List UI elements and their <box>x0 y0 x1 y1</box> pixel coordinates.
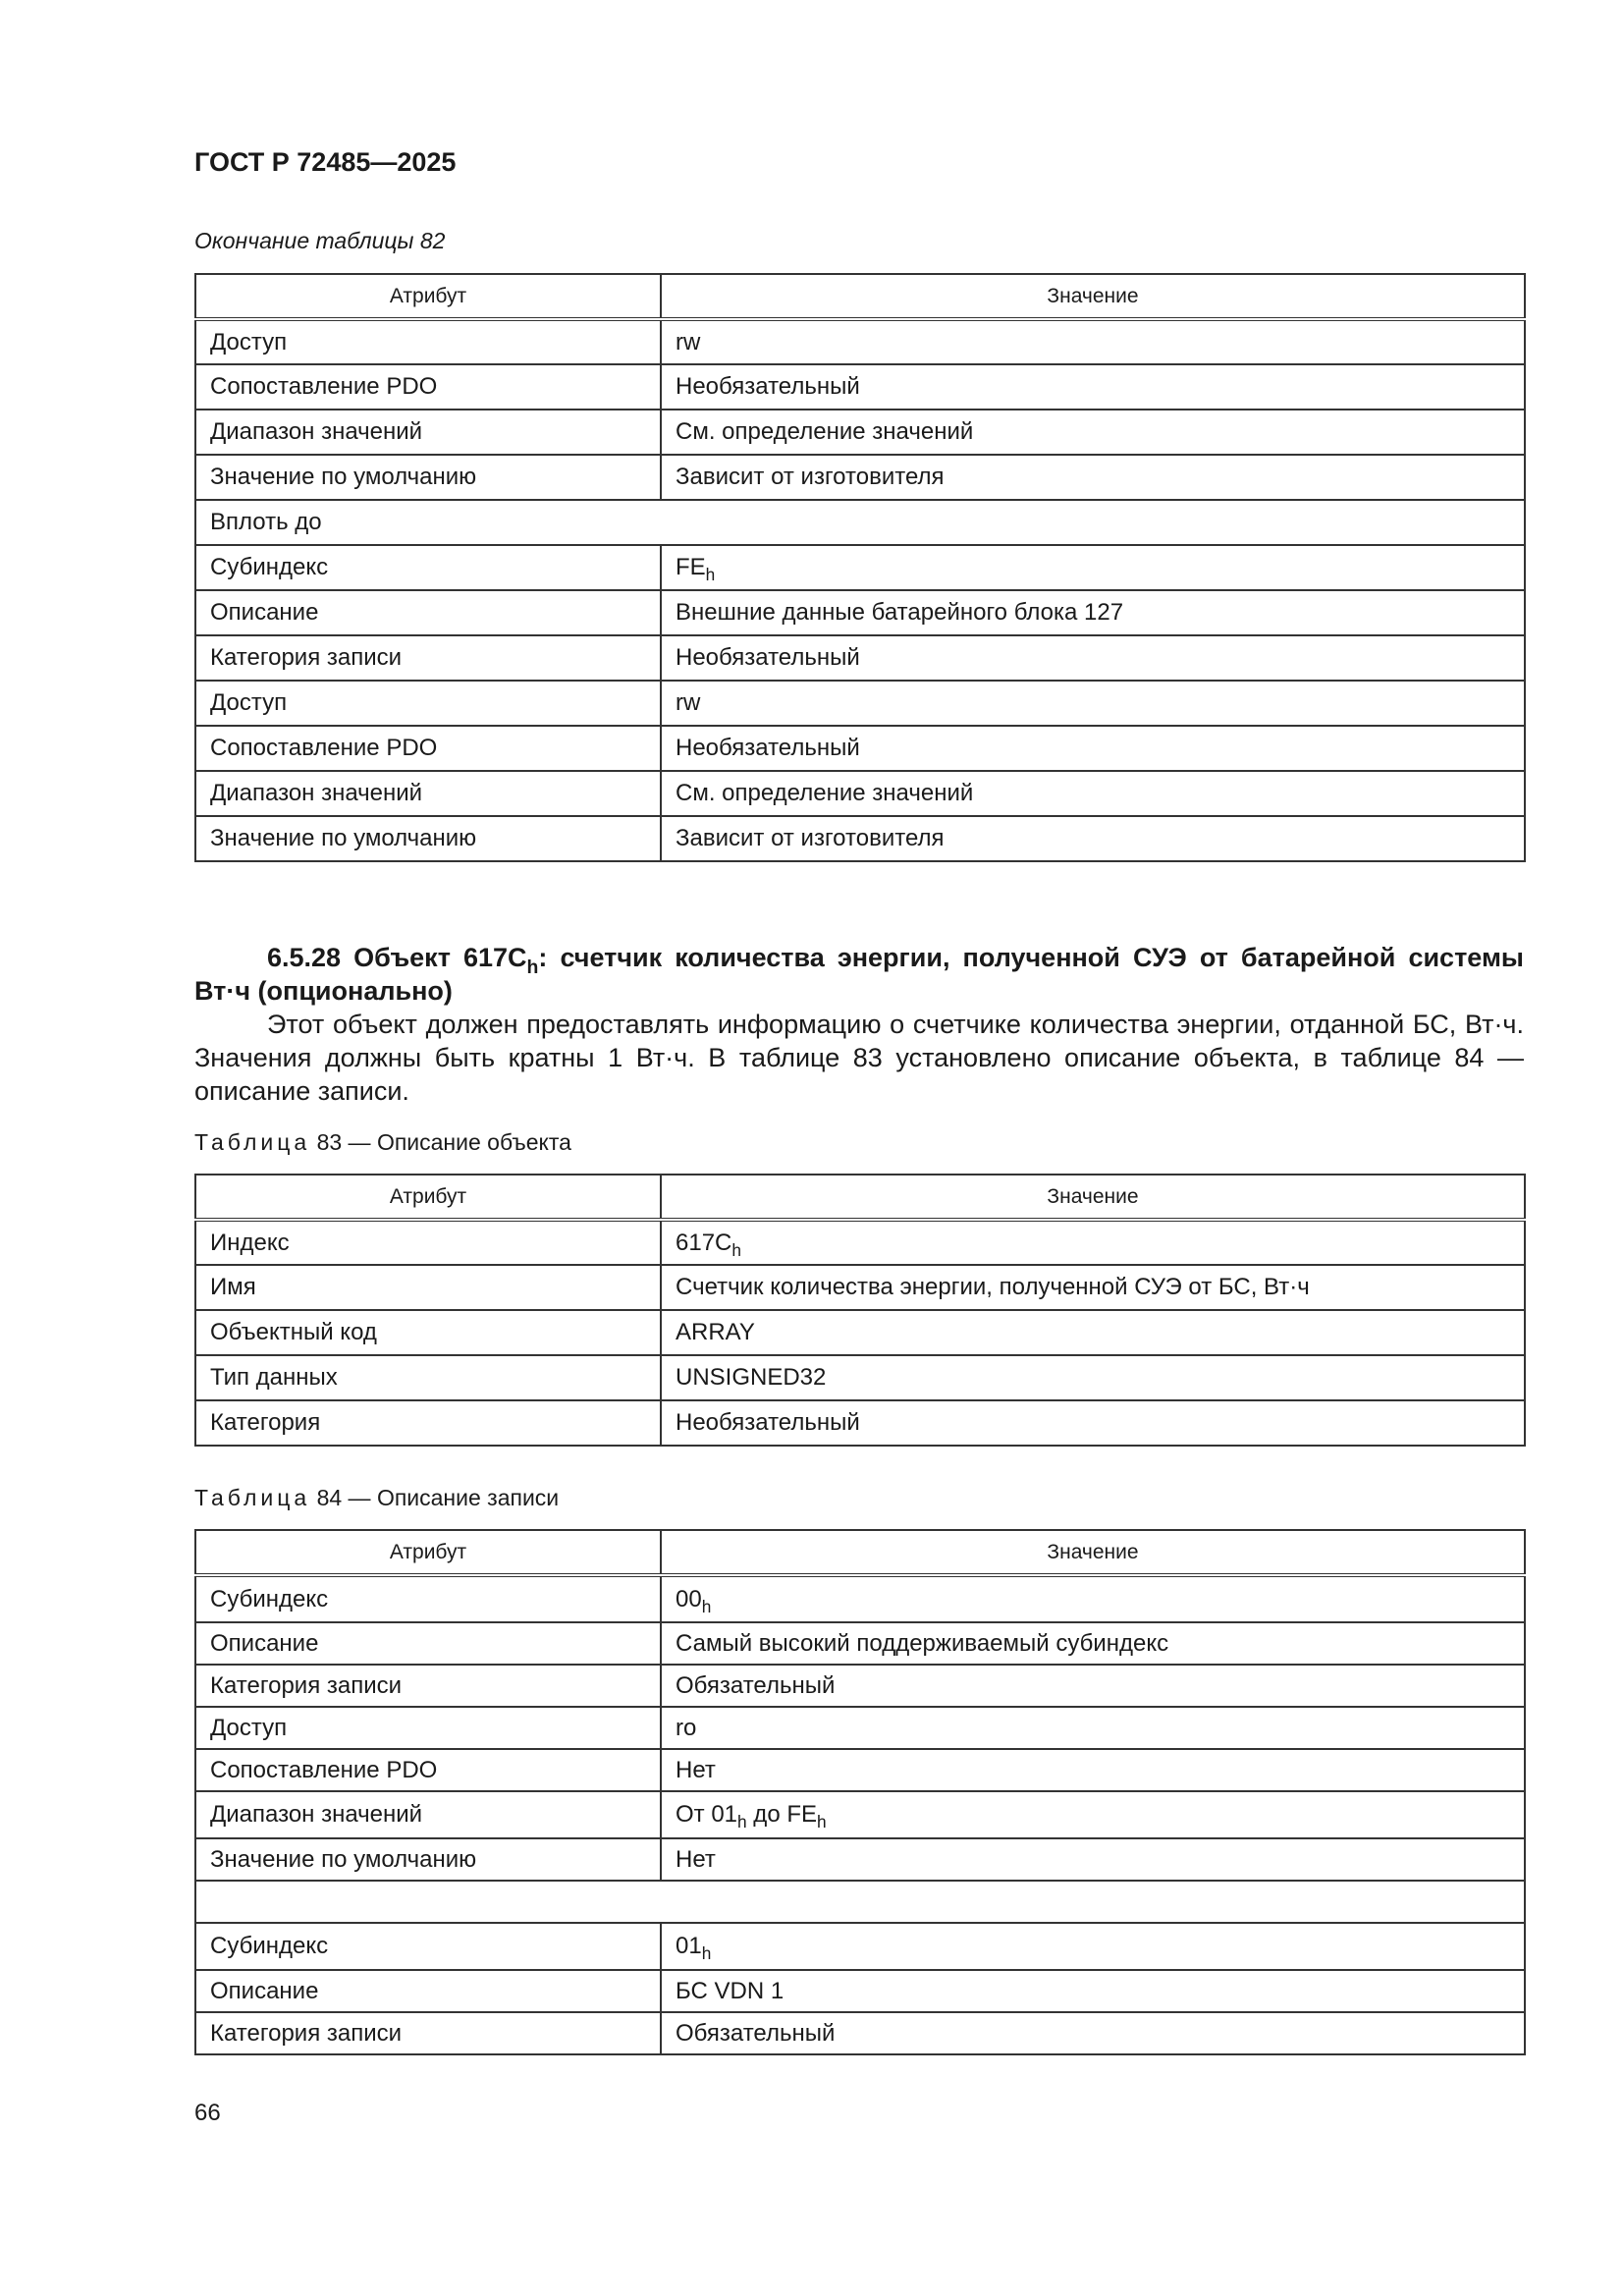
section-heading: 6.5.28 Объект $617C_h$: счетчик количества энергии, полученной СУЭ от батарейной системы Вт·ч (опционально) <box>194 943 1524 1006</box>
table-header-row <box>195 1175 1525 1220</box>
value-cell: Необязательный <box>661 1400 1525 1446</box>
table-row <box>195 1400 1525 1446</box>
column-header-attribute: Атрибут <box>195 1530 661 1575</box>
attribute-cell: Значение по умолчанию <box>195 455 661 500</box>
table-row <box>195 319 1525 364</box>
column-header-value: Значение <box>661 1530 1525 1575</box>
attribute-cell: Описание <box>195 1970 661 2012</box>
table-84 <box>194 1529 1526 2055</box>
attribute-cell: Субиндекс <box>195 1575 661 1622</box>
attribute-cell: Сопоставление PDO <box>195 1749 661 1791</box>
value-cell: Счетчик количества энергии, полученной СУЭ от БС, Вт·ч <box>661 1265 1525 1310</box>
attribute-cell: Диапазон значений <box>195 771 661 816</box>
table-row <box>195 1665 1525 1707</box>
column-header-attribute: Атрибут <box>195 1175 661 1220</box>
attribute-cell: Доступ <box>195 319 661 364</box>
value-cell: ARRAY <box>661 1310 1525 1355</box>
value-cell: Зависит от изготовителя <box>661 816 1525 861</box>
table-row <box>195 2012 1525 2054</box>
attribute-cell: Сопоставление PDO <box>195 364 661 410</box>
table-header-row <box>195 274 1525 319</box>
table-row <box>195 590 1525 635</box>
table-row <box>195 726 1525 771</box>
attribute-cell: Диапазон значений <box>195 1791 661 1838</box>
value-cell: Необязательный <box>661 635 1525 681</box>
section-paragraph: Этот объект должен предоставлять информацию о счетчике количества энергии, отданной БС, Вт·ч. Значения должны быть кратны 1 Вт·ч. В таблице 83 установлено описание объекта, в таблице 84 — описание записи. <box>194 1010 1524 1106</box>
column-header-value: Значение <box>661 274 1525 319</box>
attribute-cell: Доступ <box>195 681 661 726</box>
table-83 <box>194 1174 1526 1447</box>
span-cell <box>195 1881 1525 1923</box>
table-row <box>195 681 1525 726</box>
attribute-cell: Субиндекс <box>195 545 661 590</box>
table-row <box>195 816 1525 861</box>
table-row <box>195 545 1525 590</box>
table-row <box>195 1838 1525 1881</box>
value-cell: Нет <box>661 1838 1525 1881</box>
value-cell: UNSIGNED32 <box>661 1355 1525 1400</box>
table-row <box>195 1575 1525 1622</box>
value-cell: $01_h$ <box>661 1923 1525 1970</box>
table-row <box>195 500 1525 545</box>
table-row <box>195 1881 1525 1923</box>
table-row <box>195 1622 1525 1665</box>
table-row <box>195 364 1525 410</box>
value-cell: БС VDN 1 <box>661 1970 1525 2012</box>
table-row <box>195 1970 1525 2012</box>
table-row <box>195 455 1525 500</box>
document-header: ГОСТ Р 72485—2025 <box>194 147 457 177</box>
attribute-cell: Категория записи <box>195 1665 661 1707</box>
attribute-cell: Категория записи <box>195 2012 661 2054</box>
value-cell: См. определение значений <box>661 410 1525 455</box>
table-82 <box>194 273 1526 862</box>
column-header-attribute: Атрибут <box>195 274 661 319</box>
value-cell: Внешние данные батарейного блока 127 <box>661 590 1525 635</box>
table-83-caption: Таблица 83 — Описание объекта <box>194 1129 571 1155</box>
value-cell: Обязательный <box>661 2012 1525 2054</box>
attribute-cell: Сопоставление PDO <box>195 726 661 771</box>
table-row <box>195 1923 1525 1970</box>
attribute-cell: Значение по умолчанию <box>195 816 661 861</box>
table-row <box>195 1265 1525 1310</box>
attribute-cell: Тип данных <box>195 1355 661 1400</box>
page-number: 66 <box>194 2100 221 2126</box>
table-row <box>195 635 1525 681</box>
value-cell: Необязательный <box>661 726 1525 771</box>
span-cell: Вплоть до <box>195 500 1525 545</box>
value-cell: Самый высокий поддерживаемый субиндекс <box>661 1622 1525 1665</box>
attribute-cell: Диапазон значений <box>195 410 661 455</box>
table-row <box>195 771 1525 816</box>
table-row <box>195 1310 1525 1355</box>
attribute-cell: Имя <box>195 1265 661 1310</box>
value-cell: $617C_h$ <box>661 1220 1525 1265</box>
table-84-caption: Таблица 84 — Описание записи <box>194 1485 560 1510</box>
table-row <box>195 410 1525 455</box>
table-row <box>195 1220 1525 1265</box>
table-header-row <box>195 1530 1525 1575</box>
attribute-cell: Категория <box>195 1400 661 1446</box>
table-row <box>195 1749 1525 1791</box>
table-row <box>195 1707 1525 1749</box>
attribute-cell: Значение по умолчанию <box>195 1838 661 1881</box>
section-6-5-28 <box>194 941 1524 1108</box>
value-cell: $FE_h$ <box>661 545 1525 590</box>
table-row <box>195 1791 1525 1838</box>
value-cell: Необязательный <box>661 364 1525 410</box>
value-cell: От $01_h$ до $FE_h$ <box>661 1791 1525 1838</box>
attribute-cell: Субиндекс <box>195 1923 661 1970</box>
column-header-value: Значение <box>661 1175 1525 1220</box>
attribute-cell: Объектный код <box>195 1310 661 1355</box>
attribute-cell: Описание <box>195 590 661 635</box>
attribute-cell: Категория записи <box>195 635 661 681</box>
table-82-caption: Окончание таблицы 82 <box>194 228 446 253</box>
attribute-cell: Доступ <box>195 1707 661 1749</box>
value-cell: Обязательный <box>661 1665 1525 1707</box>
value-cell: rw <box>661 681 1525 726</box>
attribute-cell: Описание <box>195 1622 661 1665</box>
value-cell: Зависит от изготовителя <box>661 455 1525 500</box>
value-cell: См. определение значений <box>661 771 1525 816</box>
section-number: 6.5.28 <box>267 943 342 972</box>
value-cell: rw <box>661 319 1525 364</box>
attribute-cell: Индекс <box>195 1220 661 1265</box>
value-cell: Нет <box>661 1749 1525 1791</box>
value-cell: ro <box>661 1707 1525 1749</box>
table-row <box>195 1355 1525 1400</box>
value-cell: $00_h$ <box>661 1575 1525 1622</box>
